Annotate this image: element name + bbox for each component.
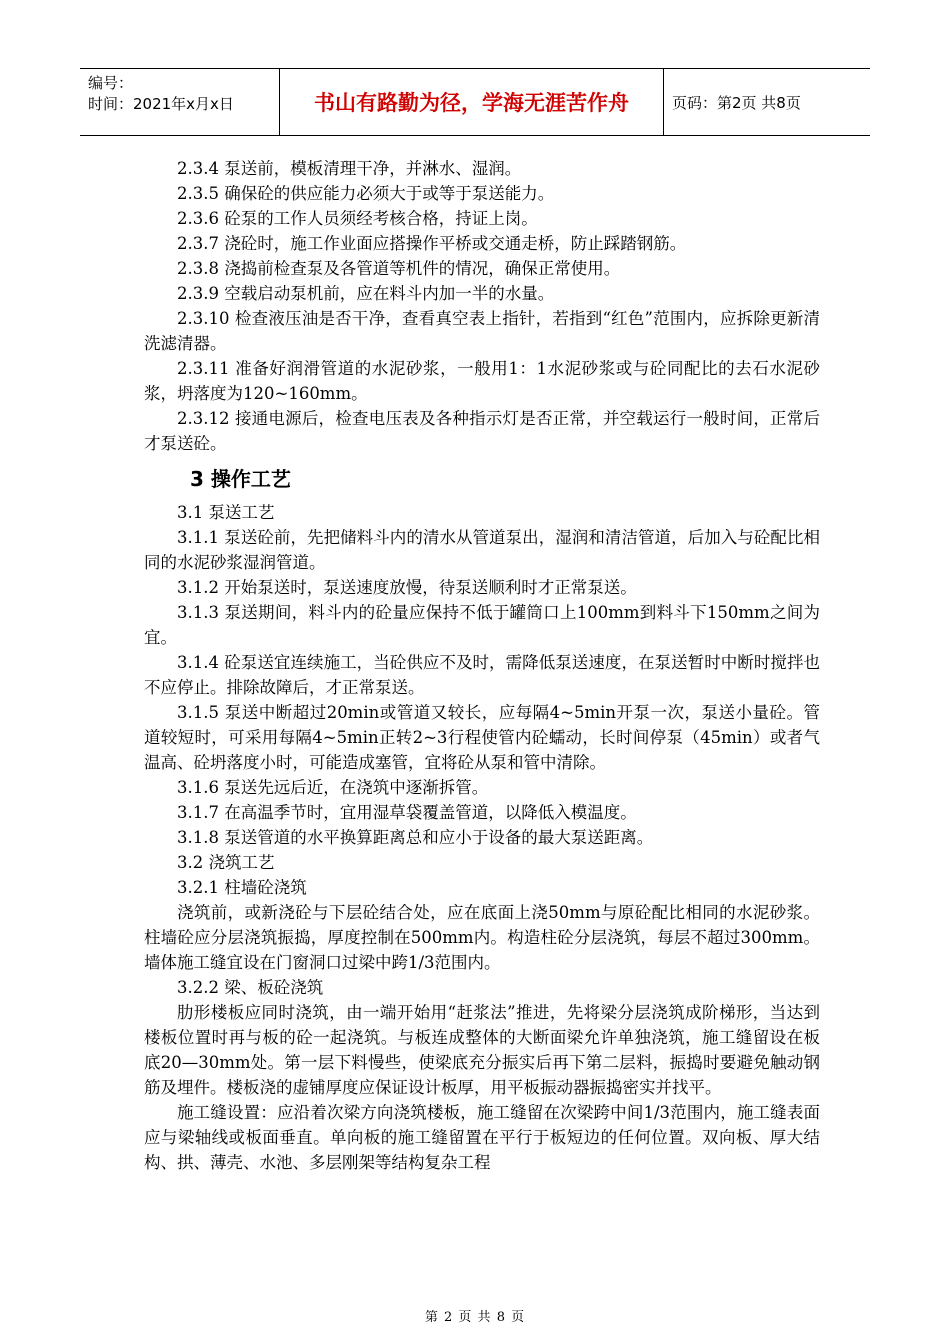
paragraph: 2.3.10 检查液压油是否干净，查看真空表上指针，若指到“红色”范围内，应拆除更新清洗滤清器。 [144,309,820,353]
paragraph: 2.3.12 接通电源后，检查电压表及各种指示灯是否正常，并空载运行一般时间，正常后才泵送砼。 [144,409,820,453]
subsection-heading: 3.2 浇筑工艺 [177,853,275,872]
subsection-heading: 3.2.2 梁、板砼浇筑 [177,978,324,997]
paragraph: 浇筑前，或新浇砼与下层砼结合处，应在底面上浇50mm与原砼配比相同的水泥砂浆。柱墙砼应分层浇筑振捣，厚度控制在500mm内。构造柱砼分层浇筑，每层不超过300mm。墙体施工缝宜设在门窗洞口过梁中跨1/3范围内。 [144,903,820,972]
paragraph: 3.1.3 泵送期间，料斗内的砼量应保持不低于罐筒口上100mm到料斗下150mm之间为宜。 [144,603,820,647]
paragraph: 2.3.4 泵送前，模板清理干净，并淋水、湿润。 [177,159,522,178]
paragraph: 2.3.9 空载启动泵机前，应在料斗内加一半的水量。 [177,284,555,303]
subsection-heading: 3.2.1 柱墙砼浇筑 [177,878,307,897]
document-header [80,68,870,136]
paragraph: 3.1.4 砼泵送宜连续施工，当砼供应不及时，需降低泵送速度，在泵送暂时中断时搅拌也不应停止。排除故障后，才正常泵送。 [144,653,820,697]
section-heading: 3 操作工艺 [190,467,291,491]
paragraph: 3.1.7 在高温季节时，宜用湿草袋覆盖管道，以降低入模温度。 [177,803,637,822]
paragraph: 3.1.2 开始泵送时，泵送速度放慢，待泵送顺利时才正常泵送。 [177,578,637,597]
header-motto: 书山有路勤为径，学海无涯苦作舟 [314,91,629,115]
document-date-label: 时间：2021年x月x日 [88,95,234,113]
document-number-label: 编号： [88,74,134,92]
header-meta-cell [80,69,280,135]
paragraph: 2.3.11 准备好润滑管道的水泥砂浆，一般用1：1水泥砂浆或与砼同配比的去石水泥砂浆，坍落度为120~160mm。 [144,359,820,403]
subsection-heading: 3.1 泵送工艺 [177,503,275,522]
paragraph: 2.3.5 确保砼的供应能力必须大于或等于泵送能力。 [177,184,555,203]
paragraph: 3.1.8 泵送管道的水平换算距离总和应小于设备的最大泵送距离。 [177,828,654,847]
paragraph: 2.3.6 砼泵的工作人员须经考核合格，持证上岗。 [177,209,538,228]
document-body [144,156,820,1175]
paragraph: 3.1.5 泵送中断超过20min或管道又较长，应每隔4~5min开泵一次，泵送小量砼。管道较短时，可采用每隔4~5min正转2~3行程使管内砼蠕动，长时间停泵（45min）或者气温高、砼坍落度小时，可能造成塞管，宜将砼从泵和管中清除。 [144,703,820,772]
paragraph: 肋形楼板应同时浇筑，由一端开始用“赶浆法”推进，先将梁分层浇筑成阶梯形，当达到楼板位置时再与板的砼一起浇筑。与板连成整体的大断面梁允许单独浇筑，施工缝留设在板底20—30mm处。第一层下料慢些，使梁底充分振实后再下第二层料，振捣时要避免触动钢筋及埋件。楼板浇的虚铺厚度应保证设计板厚，用平板振动器振捣密实并找平。 [144,1003,820,1097]
header-page-info: 页码：第2页 共8页 [672,93,801,112]
header-motto-cell [280,69,664,135]
paragraph: 3.1.1 泵送砼前，先把储料斗内的清水从管道泵出，湿润和清洁管道，后加入与砼配比相同的水泥砂浆湿润管道。 [144,528,820,572]
paragraph: 2.3.7 浇砼时，施工作业面应搭操作平桥或交通走桥，防止踩踏钢筋。 [177,234,687,253]
page-footer: 第 2 页 共 8 页 [424,1310,526,1325]
paragraph: 施工缝设置：应沿着次梁方向浇筑楼板，施工缝留在次梁跨中间1/3范围内，施工缝表面应与梁轴线或板面垂直。单向板的施工缝留置在平行于板短边的任何位置。双向板、厚大结构、拱、薄壳、水池、多层刚架等结构复杂工程 [144,1103,820,1172]
paragraph: 2.3.8 浇捣前检查泵及各管道等机件的情况，确保正常使用。 [177,259,621,278]
paragraph: 3.1.6 泵送先远后近，在浇筑中逐渐拆管。 [177,778,489,797]
